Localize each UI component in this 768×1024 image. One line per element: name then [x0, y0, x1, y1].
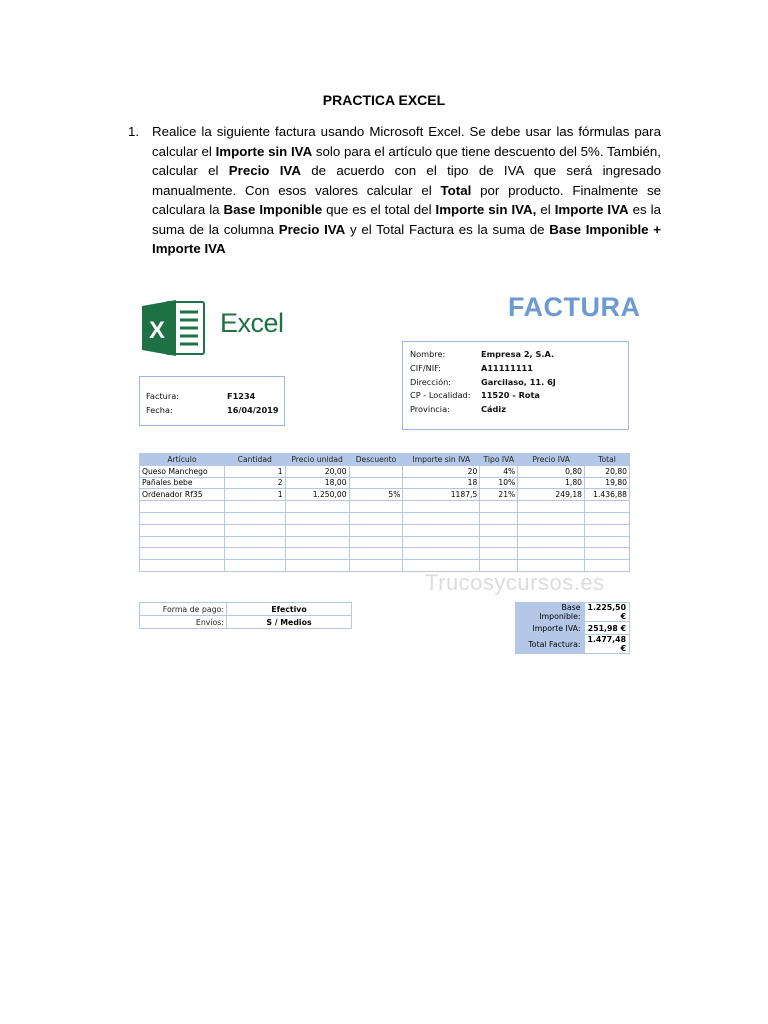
table-cell: [349, 465, 403, 477]
table-cell: [285, 501, 349, 513]
factura-value: F1234: [227, 391, 256, 401]
total-value: 251,98 €: [584, 622, 629, 635]
table-cell: [518, 536, 585, 548]
fecha-label: Fecha:: [146, 404, 173, 415]
paragraph-text: es la suma de la columna: [152, 202, 661, 237]
factura-label: Factura:: [146, 391, 180, 401]
table-cell: [585, 536, 630, 548]
watermark: Trucosycursos.es: [425, 570, 605, 595]
table-cell: Pañales bebe: [140, 477, 225, 489]
table-cell: 20,80: [585, 465, 630, 477]
table-cell: [285, 548, 349, 560]
table-cell: [140, 548, 225, 560]
table-cell: 4%: [480, 465, 518, 477]
table-cell: [585, 512, 630, 524]
table-row: [140, 548, 630, 560]
payment-row: [140, 616, 352, 629]
paragraph-text: que es el total del: [322, 202, 436, 217]
table-cell: [285, 512, 349, 524]
total-label: Importe IVA:: [516, 622, 585, 635]
client-field-label: Dirección:: [410, 376, 452, 387]
table-cell: 19,80: [585, 477, 630, 489]
total-value: 1.225,50 €: [584, 603, 629, 622]
table-cell: [349, 524, 403, 536]
table-cell: [585, 548, 630, 560]
client-field-value: A11111111: [481, 362, 533, 373]
payment-label: Envíos:: [140, 616, 227, 629]
total-row: [516, 635, 630, 654]
fecha-value: 16/04/2019: [227, 404, 279, 415]
total-label: Total Factura:: [516, 635, 585, 654]
table-cell: 0,80: [518, 465, 585, 477]
column-header: Total: [585, 454, 630, 466]
table-cell: [480, 536, 518, 548]
client-info-box: [402, 341, 629, 430]
table-row: [140, 501, 630, 513]
column-header: Tipo IVA: [480, 454, 518, 466]
table-cell: [349, 560, 403, 572]
paragraph-text: Realice la siguiente factura usando Microsoft Excel. Se debe usar las fórmulas para calcular el: [152, 124, 661, 159]
table-cell: [285, 536, 349, 548]
table-row: [140, 477, 630, 489]
bold-term: Importe IVA: [554, 202, 629, 217]
client-field-value: Garcilaso, 11. 6J: [481, 376, 556, 387]
bold-term: Precio IVA: [228, 163, 301, 178]
table-row: [140, 489, 630, 501]
items-table: [139, 453, 630, 572]
table-cell: [403, 512, 480, 524]
page-title: PRACTICA EXCEL: [322, 92, 446, 108]
table-cell: [518, 524, 585, 536]
table-cell: 1: [224, 465, 285, 477]
table-cell: [518, 512, 585, 524]
payment-row: [140, 603, 352, 616]
invoice-info-box: [139, 376, 285, 426]
table-cell: [585, 524, 630, 536]
table-cell: 5%: [349, 489, 403, 501]
column-header: Cantidad: [224, 454, 285, 466]
table-cell: [518, 548, 585, 560]
table-cell: [140, 524, 225, 536]
client-field-value: Cádiz: [481, 404, 506, 415]
bold-term: Precio IVA: [278, 221, 346, 237]
svg-text:X: X: [149, 317, 166, 344]
table-cell: 21%: [480, 489, 518, 501]
excel-icon: [140, 298, 210, 358]
table-cell: 2: [224, 477, 285, 489]
table-cell: [585, 501, 630, 513]
table-cell: [349, 501, 403, 513]
column-header: Precio IVA: [518, 454, 585, 466]
client-field-label: CP - Localidad:: [410, 390, 471, 401]
factura-heading: FACTURA: [508, 292, 641, 322]
table-cell: [349, 512, 403, 524]
table-cell: [224, 524, 285, 536]
table-cell: [140, 512, 225, 524]
table-row: [140, 524, 630, 536]
table-cell: 10%: [480, 477, 518, 489]
column-header: Importe sin IVA: [403, 454, 480, 466]
table-cell: [285, 524, 349, 536]
table-cell: [349, 548, 403, 560]
invoice-figure: [138, 290, 641, 653]
bold-term: Base Imponible: [223, 202, 323, 217]
paragraph-text: y el Total Factura es la suma de: [345, 221, 550, 237]
payment-value: S / Medios: [227, 616, 352, 629]
table-cell: 1,80: [518, 477, 585, 489]
bold-term: Importe sin IVA: [215, 143, 313, 159]
table-cell: [480, 524, 518, 536]
paragraph-text: de acuerdo con el tipo de IVA que será ingresado manualmente. Con esos valores calcular el: [152, 163, 661, 198]
table-cell: [224, 560, 285, 572]
column-header: Descuento: [349, 454, 403, 466]
bold-term: Importe sin IVA,: [435, 202, 537, 217]
total-row: [516, 622, 630, 635]
item-body: [152, 122, 661, 259]
table-cell: Ordenador Rf35: [140, 489, 225, 501]
table-cell: [480, 501, 518, 513]
client-field-value: Empresa 2, S.A.: [481, 349, 555, 359]
paragraph-text: el: [536, 202, 555, 217]
table-cell: [140, 536, 225, 548]
table-cell: [518, 501, 585, 513]
client-field-label: Nombre:: [410, 349, 446, 359]
table-cell: 1.250,00: [285, 489, 349, 501]
column-header: Artículo: [140, 454, 225, 466]
table-row: [140, 536, 630, 548]
table-row: [140, 512, 630, 524]
table-cell: 18,00: [285, 477, 349, 489]
bold-term: Total: [440, 182, 472, 198]
table-cell: [224, 548, 285, 560]
item-number: 1.: [128, 124, 140, 139]
column-header: Precio unidad: [285, 454, 349, 466]
exercise-item: [128, 122, 661, 259]
table-cell: [349, 477, 403, 489]
payment-value: Efectivo: [227, 603, 352, 616]
client-field-label: CIF/NIF:: [410, 362, 441, 373]
table-cell: [224, 536, 285, 548]
paragraph-text: solo para el artículo que tiene descuento del 5%. También, calcular el: [152, 143, 661, 178]
table-cell: [224, 501, 285, 513]
table-cell: [403, 501, 480, 513]
client-field-label: Provincia:: [410, 404, 450, 415]
payment-label: Forma de pago:: [140, 603, 227, 616]
table-cell: 1: [224, 489, 285, 501]
table-cell: 18: [403, 477, 480, 489]
table-cell: 20: [403, 465, 480, 477]
payment-table: [139, 602, 352, 629]
table-cell: [224, 512, 285, 524]
table-cell: [403, 536, 480, 548]
table-cell: [480, 512, 518, 524]
table-cell: 249,18: [518, 489, 585, 501]
total-value: 1.477,48 €: [584, 635, 629, 654]
paragraph-text: por producto. Finalmente se calculara la: [152, 182, 661, 217]
table-cell: [349, 536, 403, 548]
table-cell: [285, 560, 349, 572]
table-cell: [403, 548, 480, 560]
table-cell: [140, 501, 225, 513]
total-label: Base Imponible:: [516, 603, 585, 622]
bold-term: Base Imponible + Importe IVA: [152, 221, 662, 256]
totals-table: [515, 602, 630, 654]
table-cell: [140, 560, 225, 572]
table-cell: 1187,5: [403, 489, 480, 501]
excel-logo-text: Excel: [220, 308, 284, 338]
table-row: [140, 465, 630, 477]
table-cell: [480, 548, 518, 560]
total-row: [516, 603, 630, 622]
table-cell: [403, 524, 480, 536]
excel-logo: [140, 298, 290, 358]
table-cell: 20,00: [285, 465, 349, 477]
table-cell: 1.436,88: [585, 489, 630, 501]
client-field-value: 11520 - Rota: [481, 390, 540, 401]
table-cell: Queso Manchego: [140, 465, 225, 477]
